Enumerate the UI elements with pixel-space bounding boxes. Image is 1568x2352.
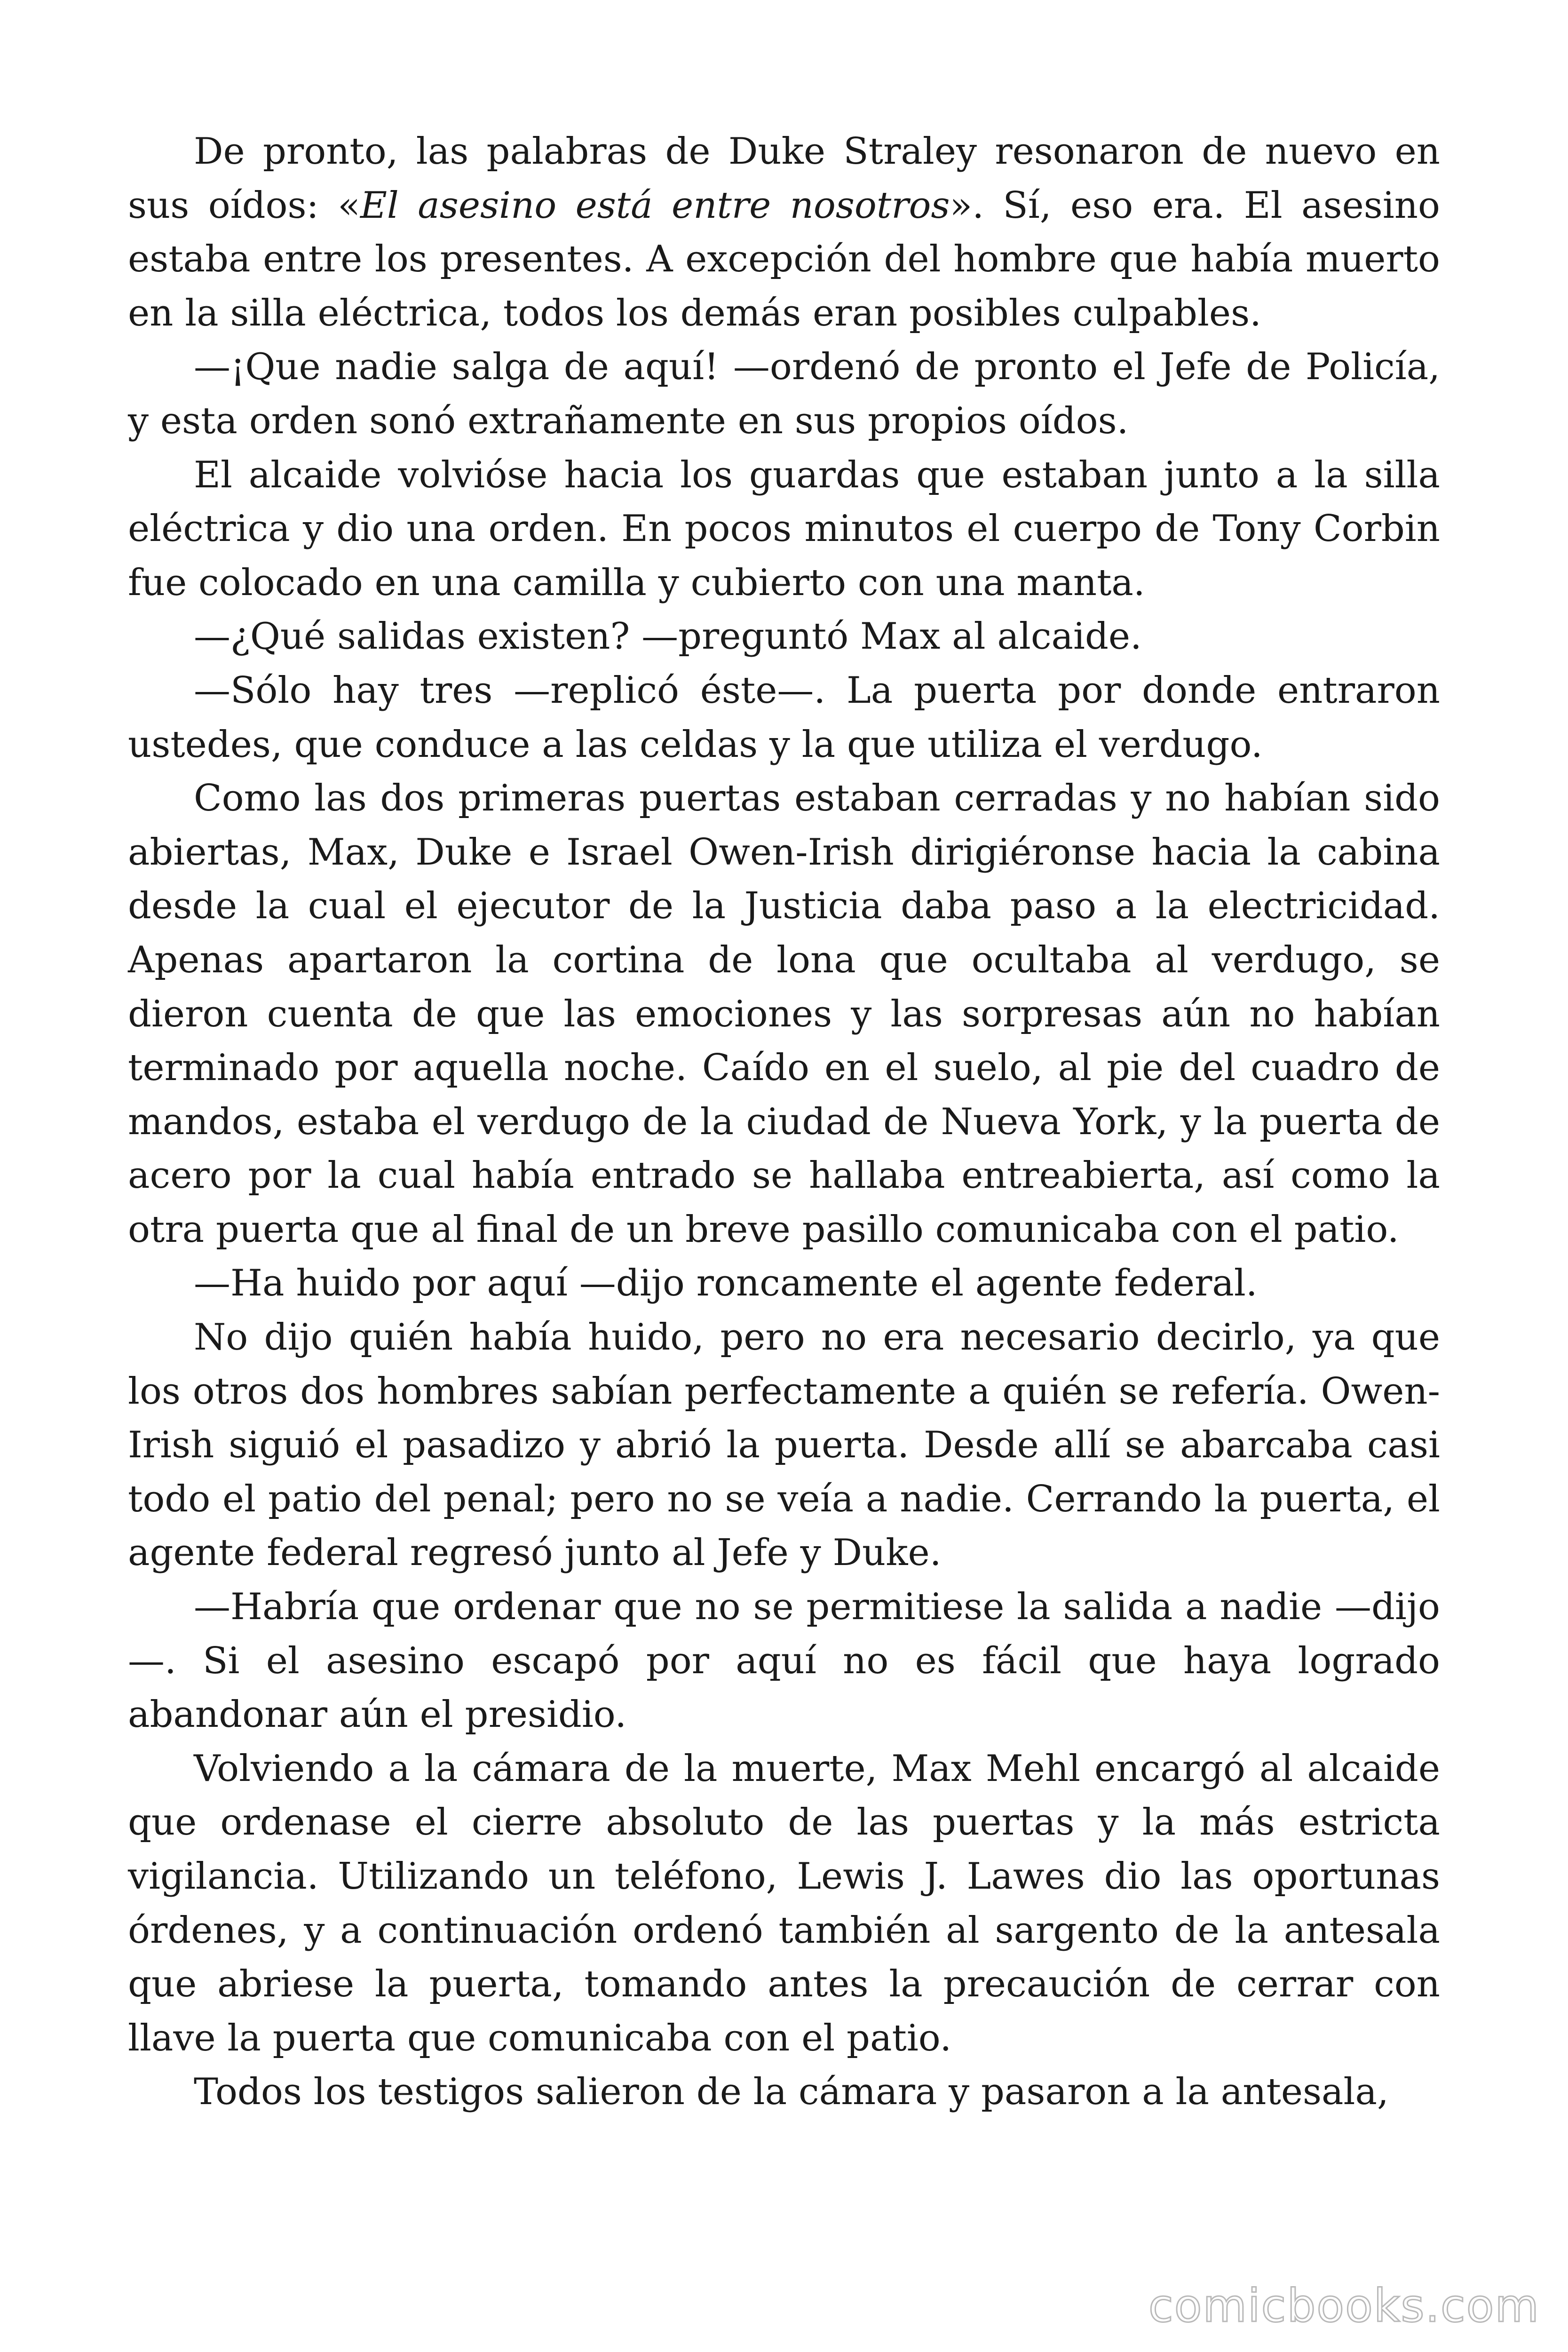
paragraph-text: De pronto, las palabras de Duke Straley resonaron de nuevo en sus oídos: « xyxy=(128,130,1440,227)
paragraph: Como las dos primeras puertas estaban cerradas y no habían sido abiertas, Max, Duke e Israel Owen-Irish dirigiéronse hacia la cabina desde la cual el ejecutor de la Justicia daba paso a la electricidad. Apenas apartaron la cortina de lona que ocultaba al verdugo, se dieron cuenta de que las emociones y las sorpresas aún no habían terminado por aquella noche. Caído en el suelo, al pie del cuadro de mandos, estaba el verdugo de la ciudad de Nueva York, y la puerta de acero por la cual había entrado se hallaba entreabierta, así como la otra puerta que al final de un breve pasillo comunicaba con el patio. xyxy=(128,777,1440,1251)
paragraph: —Habría que ordenar que no se permitiese la salida a nadie —dijo—. Si el asesino escapó por aquí no es fácil que haya logrado abandonar aún el presidio. xyxy=(128,1586,1440,1736)
paragraph-text: ». Sí, eso era. El asesino estaba entre los presentes. A excepción del hombre que había muerto en la silla eléctrica, todos los demás eran posibles culpables. xyxy=(128,184,1440,334)
paragraph: No dijo quién había huido, pero no era necesario decirlo, ya que los otros dos hombres sabían perfectamente a quién se refería. Owen-Irish siguió el pasadizo y abrió la puerta. Desde allí se abarcaba casi todo el patio del penal; pero no se veía a nadie. Cerrando la puerta, el agente federal regresó junto al Jefe y Duke. xyxy=(128,1316,1440,1574)
paragraph: —Sólo hay tres —replicó éste—. La puerta por donde entraron ustedes, que conduce a las celdas y la que utiliza el verdugo. xyxy=(128,669,1440,766)
paragraph: —Ha huido por aquí —dijo roncamente el agente federal. xyxy=(194,1262,1258,1305)
paragraph xyxy=(128,125,1440,340)
paragraph: Todos los testigos salieron de la cámara y pasaron a la antesala, xyxy=(194,2071,1389,2114)
watermark: comicbooks.com xyxy=(1148,2280,1540,2332)
paragraph: Volviendo a la cámara de la muerte, Max Mehl encargó al alcaide que ordenase el cierre absoluto de las puertas y la más estricta vigilancia. Utilizando un teléfono, Lewis J. Lawes dio las oportunas órdenes, y a continuación ordenó también al sargento de la antesala que abriese la puerta, tomando antes la precaución de cerrar con llave la puerta que comunicaba con el patio. xyxy=(128,1747,1440,2059)
paragraph: —¡Que nadie salga de aquí! —ordenó de pronto el Jefe de Policía, y esta orden sonó extrañamente en sus propios oídos. xyxy=(128,346,1440,442)
italic-quote: El asesino está entre nosotros xyxy=(360,184,950,227)
paragraph: El alcaide volvióse hacia los guardas que estaban junto a la silla eléctrica y dio una orden. En pocos minutos el cuerpo de Tony Corbin fue colocado en una camilla y cubierto con una manta. xyxy=(128,453,1440,604)
body-text xyxy=(128,125,1440,2119)
paragraph: —¿Qué salidas existen? —preguntó Max al alcaide. xyxy=(194,615,1142,658)
